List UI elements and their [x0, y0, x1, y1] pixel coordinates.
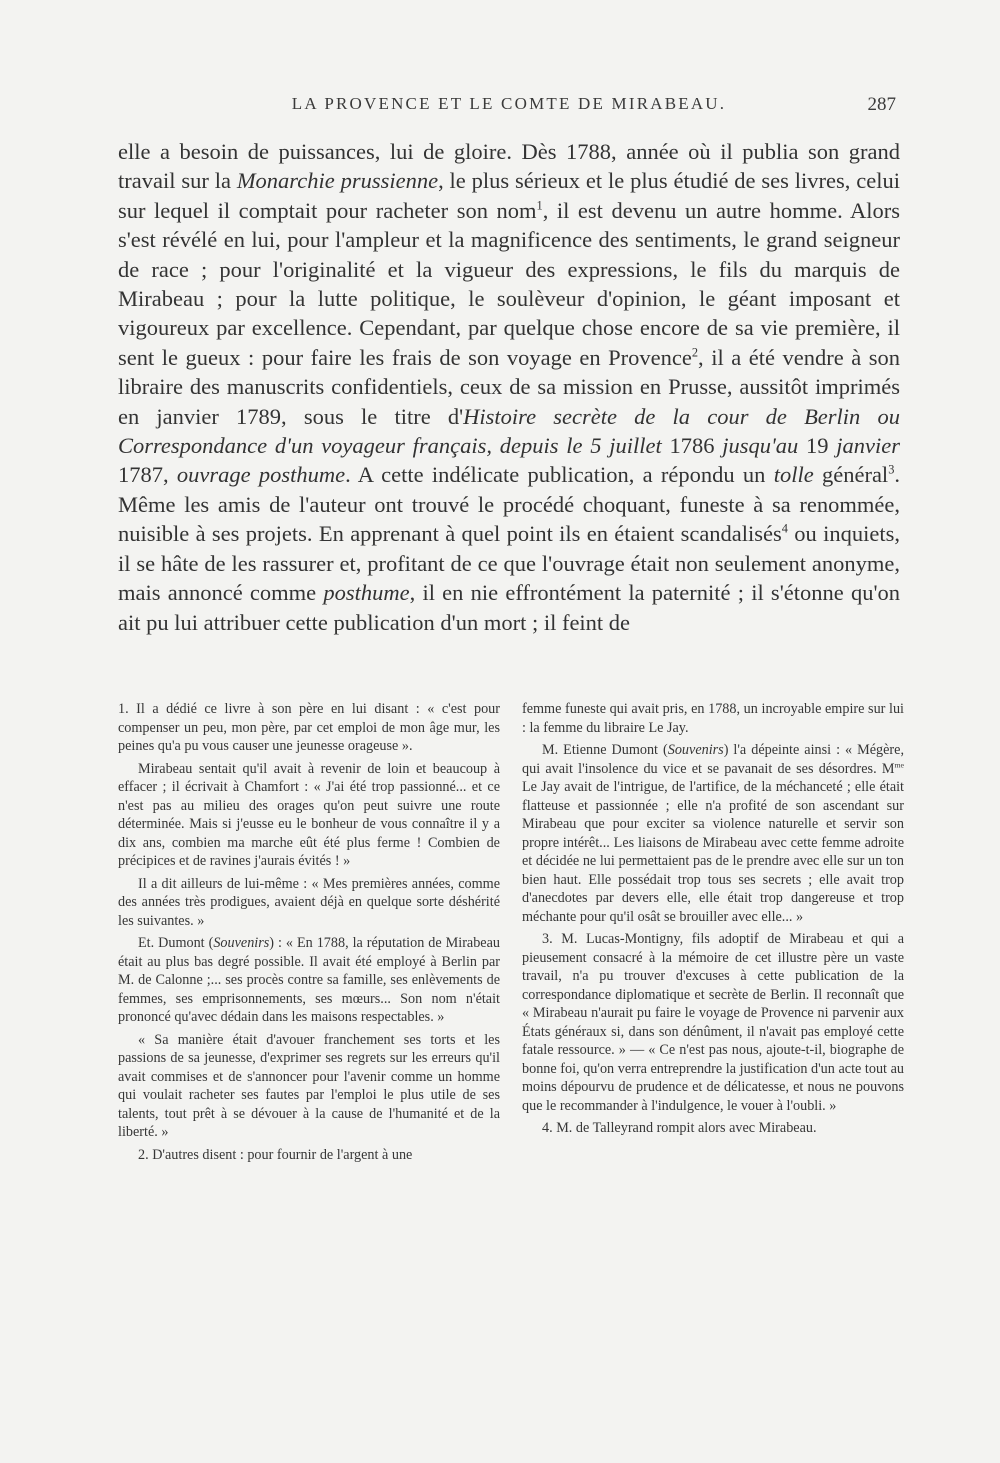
text-run: 1786	[661, 433, 723, 459]
footnote-2: 2. D'autres disent : pour fournir de l'argent à une	[138, 1146, 413, 1163]
text-run: . A cette indélicate publication, a répondu un	[345, 462, 774, 488]
footnote-1: 1. Il a dédié ce livre à son père en lui disant : « c'est pour compenser un peu, mon père, par cet emploi de mon âge mur, les peines qu'a pu vous causer une jeunesse orageuse ».	[118, 701, 500, 754]
footnote-ref: 2	[691, 345, 699, 360]
footnote-ref: 3	[888, 462, 895, 477]
text-run: ou inquiets, il se hâte de les rassurer et, profitant de ce que l'ouvrage était non seulement anonyme, mais annoncé comme	[118, 521, 900, 606]
footnote-paragraph	[118, 934, 500, 1027]
footnote-ref: 4	[781, 521, 788, 536]
italic-title: Souvenirs	[213, 935, 270, 951]
page-number: 287	[867, 94, 896, 115]
text-run: Et. Dumont (	[138, 935, 214, 951]
superscript: me	[894, 759, 904, 769]
footnote-ref: 1	[536, 198, 543, 213]
text-run: , il est devenu un autre homme. Alors s'est révélé en lui, pour l'ampleur et la magnificence des sentiments, le grand seigneur de race ; pour l'originalité et la vigueur des expressions, le fils du marquis de Mirabeau ; pour la lutte politique, le soulèveur d'opinion, le géant imposant et vigoureux par excellence. Cependant, par quelque chose encore de sa vie première, il sent le gueux : pour faire les frais de son voyage en Provence	[118, 197, 901, 370]
footnote-2-continued: femme funeste qui avait pris, en 1788, un incroyable empire sur lui : la femme du libraire Le Jay.	[522, 701, 904, 736]
italic-word: tolle	[773, 462, 814, 488]
text-run: . Même les amis de l'auteur ont trouvé le procédé choquant, funeste à sa renommée, nuisible à ses projets. En apprenant à quel point ils en étaient scandalisés	[118, 462, 900, 547]
main-text	[118, 137, 900, 637]
main-paragraph	[118, 137, 900, 637]
italic-title: 5 juillet	[590, 433, 662, 459]
footnote-paragraph: « Sa manière était d'avouer franchement ses torts et les passions de sa jeunesse, d'exprimer ses regrets sur les erreurs qu'il avait commises et de s'annoncer pour l'avenir comme un homme qui voulait racheter ses fautes par l'emploi le plus utile de ses talents, tout prêt à se dévouer à la cause de l'humanité et de la liberté. »	[118, 1031, 500, 1140]
text-run: 1787,	[118, 462, 177, 488]
footnotes	[118, 700, 904, 1168]
text-run: M. Etienne Dumont (	[542, 742, 668, 758]
italic-title: Monarchie prussienne	[236, 168, 439, 194]
italic-word: posthume	[323, 580, 410, 606]
italic-title: ouvrage posthume	[176, 462, 346, 488]
footnote-4: 4. M. de Talleyrand rompit alors avec Mirabeau.	[542, 1120, 817, 1136]
text-run: ) : « En 1788, la réputation de Mirabeau était au plus bas degré possible. Il avait été employé à Berlin par M. de Calonne ;... ses procès contre sa famille, ses enlèvements de femmes, ses emprisonnements, ses mœurs... Son nom n'était prononcé qu'avec dédain dans les maisons respectables. »	[118, 935, 500, 1025]
italic-title: jusqu'au	[722, 433, 799, 459]
page-header	[118, 94, 900, 124]
footnote-3: 3. M. Lucas-Montigny, fils adoptif de Mirabeau et qui a pieusement consacré à la mémoire de cet illustre père un vaste travail, n'a pu trouver d'excuses à cette publication de la correspondance diplomatique et secrète de Berlin. Il reconnaît que « Mirabeau n'aurait pu faire le voyage de Provence ni parvenir aux États généraux si, dans son dénûment, il n'avait pas employé cette fatale ressource. » — « Ce n'est pas nous, ajoute-t-il, biographe de bonne foi, qu'on verra entreprendre la justification d'un acte tout au moins dépourvu de prudence et de délicatesse, et nous ne pouvons que le recommander à l'indulgence, le vouer à l'oubli. »	[522, 931, 904, 1114]
footnote-paragraph: Il a dit ailleurs de lui-même : « Mes premières années, comme des années très prodigues, avaient déjà en quelque sorte déshérité les suivantes. »	[118, 875, 500, 929]
footnote-paragraph: Mirabeau sentait qu'il avait à revenir de loin et beaucoup à effacer ; il écrivait à Chamfort : « J'ai été trop passionné... et ce n'est pas au milieu des orages qu'on peut suivre une route déterminée. Mais si j'eusse eu le bonheur de vous connaître il y a dix ans, combien ma marche eût été plus ferme ! Combien de précipices et de ravines j'aurais évités ! »	[118, 760, 500, 869]
footnotes-right-column	[522, 700, 904, 1168]
text-run: 19	[798, 433, 837, 459]
running-head: LA PROVENCE ET LE COMTE DE MIRABEAU.	[291, 94, 727, 113]
text-run: ) l'a dépeinte ainsi : « Mégère, qui avait l'insolence du vice et se pavanait de ses désordres. M	[522, 742, 904, 777]
italic-title: Histoire secrète de la cour de Berlin ou Correspondance d'un voyageur français, depuis le	[118, 403, 900, 459]
text-run: , il en nie effrontément la paternité ; il s'étonne qu'on ait pu lui attribuer cette publication d'un mort ; il feint de	[118, 580, 900, 635]
text-run: Le Jay avait de l'intrigue, de l'artifice, de la méchanceté ; elle était flatteuse et passionnée ; elle n'a profité de son ascendant sur Mirabeau que pour exciter sa violence naturelle et servir son propre intérêt... Les liaisons de Mirabeau avec cette femme adroite et décidée ne lui permettaient pas de le prendre avec elle sur un ton bien haut. Elle possédait trop tous ses secrets ; elle avait trop d'anecdotes par devers elle, elle était trop dangereuse et trop méchante pour qu'il osât se brouiller avec elle... »	[522, 779, 904, 925]
footnotes-left-column	[118, 700, 500, 1168]
text-run: , le plus sérieux et le plus étudié de ses livres, celui sur lequel il comptait pour racheter son nom	[118, 168, 900, 223]
text-run: elle a besoin de puissances, lui de gloire. Dès 1788, année où il publia son grand travail sur la	[118, 139, 900, 194]
italic-title: Souvenirs	[667, 742, 724, 758]
text-run: général	[813, 462, 889, 488]
text-run: , il a été vendre à son libraire des manuscrits confidentiels, ceux de sa mission en Prusse, aussitôt imprimés en janvier 1789, sous le titre d'	[118, 344, 900, 429]
italic-title: janvier	[836, 433, 900, 459]
footnote-paragraph	[522, 741, 904, 926]
